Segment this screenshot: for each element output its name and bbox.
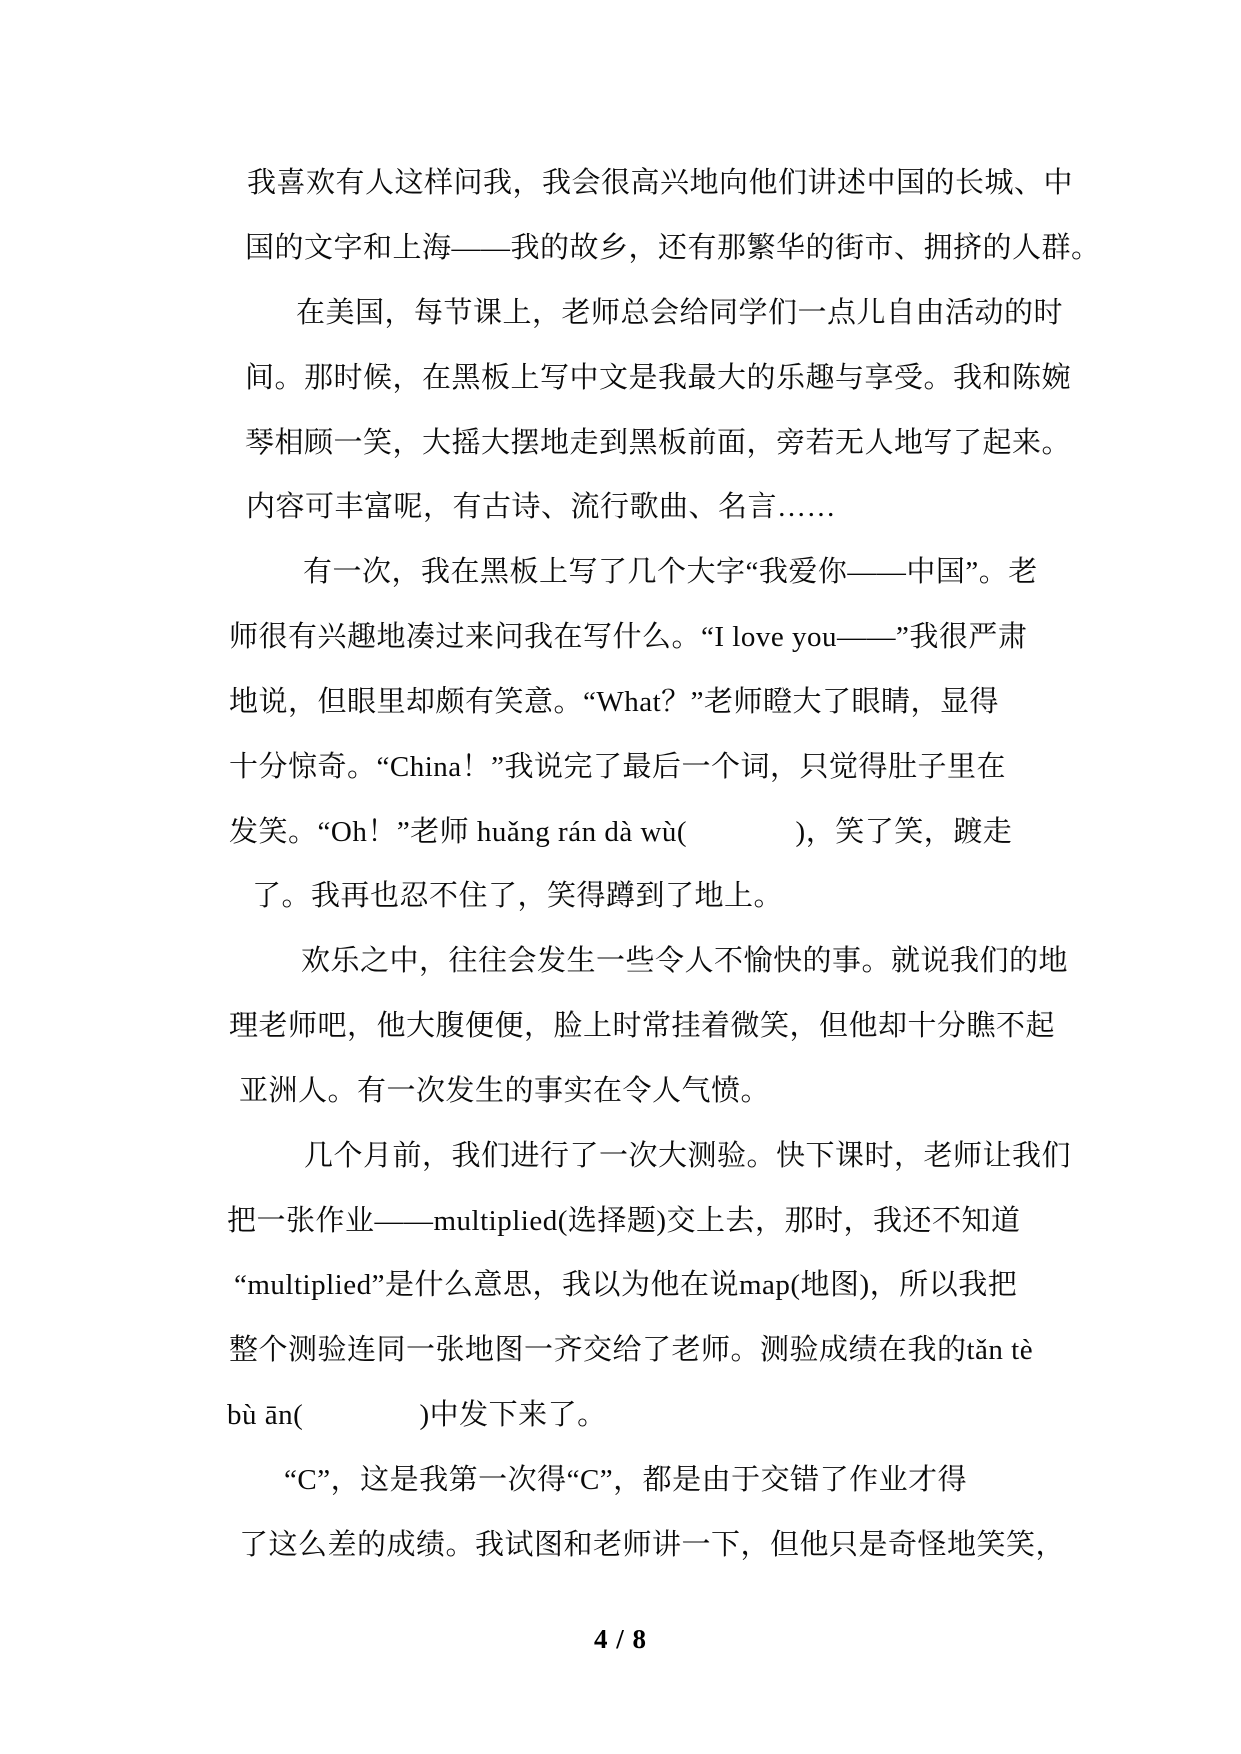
text-line: 整个测验连同一张地图一齐交给了老师。测验成绩在我的tǎn tè bbox=[229, 1334, 1034, 1366]
text-line: 我喜欢有人这样问我，我会很高兴地向他们讲述中国的长城、中 bbox=[247, 167, 1074, 199]
text-line: 在美国，每节课上，老师总会给同学们一点儿自由活动的时 bbox=[296, 297, 1064, 329]
page-number: 4 / 8 bbox=[593, 1624, 647, 1654]
text-line: 地说，但眼里却颇有笑意。“What？”老师瞪大了眼睛，显得 bbox=[229, 686, 1000, 718]
text-line: 内容可丰富呢，有古诗、流行歌曲、名言…… bbox=[246, 491, 837, 523]
text-line: 师很有兴趣地凑过来问我在写什么。“I love you——”我很严肃 bbox=[229, 621, 1028, 653]
text-line: “C”，这是我第一次得“C”，都是由于交错了作业才得 bbox=[284, 1464, 968, 1496]
text-line: 了。我再也忍不住了，笑得蹲到了地上。 bbox=[252, 880, 784, 912]
text-line: 了这么差的成绩。我试图和老师讲一下，但他只是奇怪地笑笑， bbox=[239, 1529, 1066, 1561]
text-line: 理老师吧，他大腹便便，脸上时常挂着微笑，但他却十分瞧不起 bbox=[229, 1010, 1056, 1042]
text-line: 欢乐之中，往往会发生一些令人不愉快的事。就说我们的地 bbox=[301, 945, 1069, 977]
text-line: 亚洲人。有一次发生的事实在令人气愤。 bbox=[239, 1075, 771, 1107]
text-line: 间。那时候，在黑板上写中文是我最大的乐趣与享受。我和陈婉 bbox=[245, 362, 1072, 394]
text-line: 几个月前，我们进行了一次大测验。快下课时，老师让我们 bbox=[304, 1140, 1072, 1172]
text-line: 国的文字和上海——我的故乡，还有那繁华的街市、拥挤的人群。 bbox=[245, 232, 1101, 264]
text-line: 十分惊奇。“China！”我说完了最后一个词，只觉得肚子里在 bbox=[229, 751, 1007, 783]
text-line: 有一次，我在黑板上写了几个大字“我爱你——中国”。老 bbox=[303, 556, 1038, 588]
text-line: bù ān( )中发下来了。 bbox=[227, 1399, 607, 1431]
text-line: 琴相顾一笑，大摇大摆地走到黑板前面，旁若无人地写了起来。 bbox=[245, 427, 1072, 459]
text-line: 发笑。“Oh！”老师 huǎng rán dà wù( )，笑了笑，踱走 bbox=[229, 816, 1013, 848]
text-line: “multiplied”是什么意思，我以为他在说map(地图)，所以我把 bbox=[234, 1269, 1018, 1301]
text-line: 把一张作业——multiplied(选择题)交上去，那时，我还不知道 bbox=[227, 1205, 1021, 1237]
